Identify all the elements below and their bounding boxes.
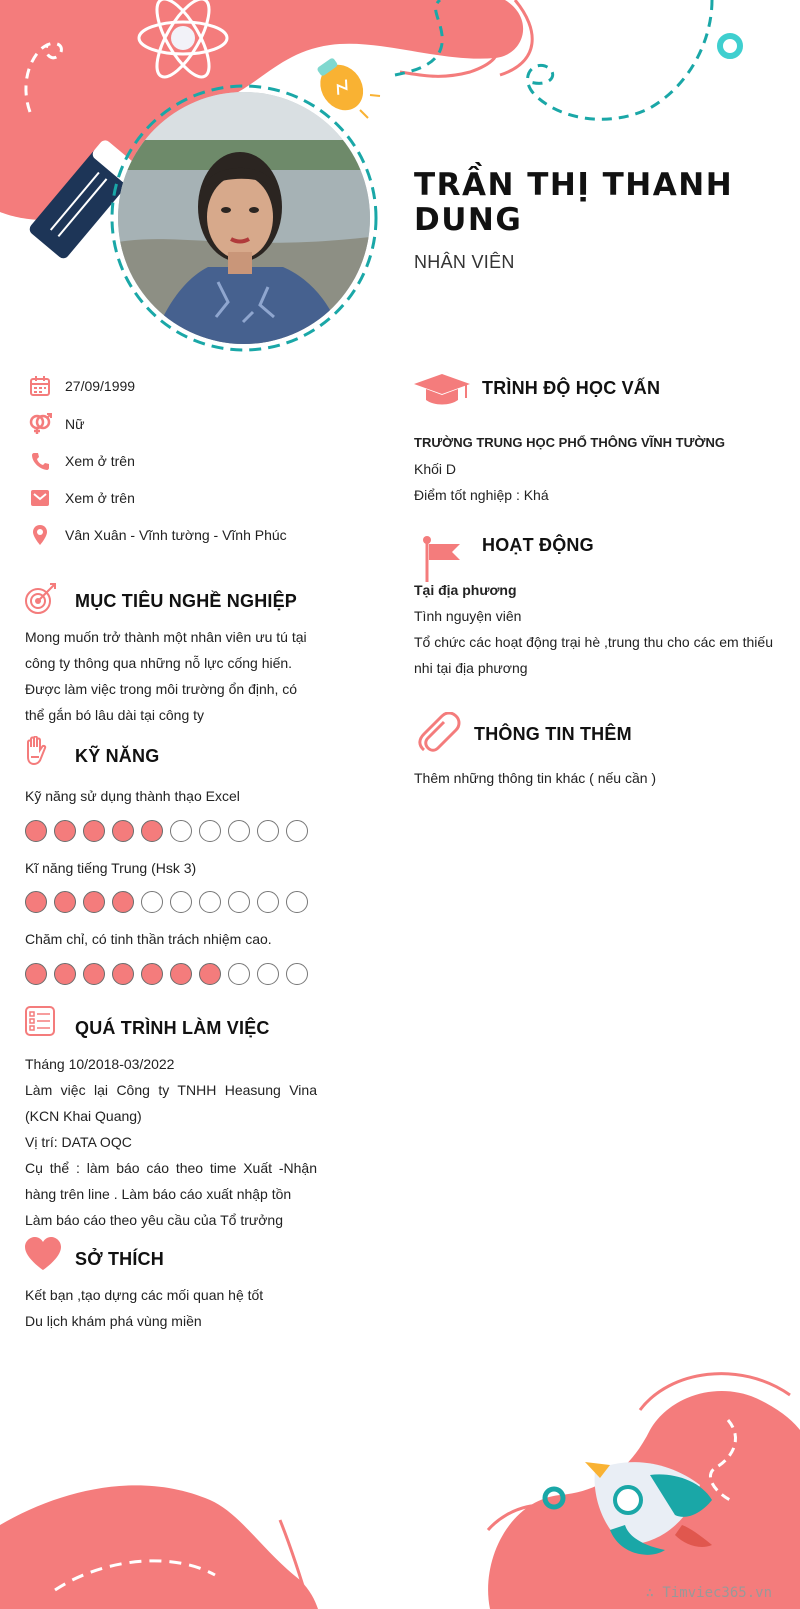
target-icon bbox=[24, 582, 58, 621]
rating-dot-filled bbox=[83, 963, 105, 985]
hobbies-title: SỞ THÍCH bbox=[75, 1249, 164, 1269]
contact-address bbox=[28, 521, 287, 549]
objective-title: MỤC TIÊU NGHỀ NGHIỆP bbox=[75, 591, 298, 611]
paperclip-icon bbox=[416, 712, 462, 759]
rating-dot-empty bbox=[228, 820, 250, 842]
experience-text bbox=[25, 1051, 317, 1233]
contact-text: 27/09/1999 bbox=[65, 378, 136, 394]
brand-watermark: ∴ Timviec365.vn bbox=[645, 1585, 772, 1601]
rating-dot-empty bbox=[141, 891, 163, 913]
education-major: Khối D bbox=[414, 461, 457, 477]
rating-dot-empty bbox=[257, 963, 279, 985]
rating-dot-empty bbox=[257, 891, 279, 913]
activity-desc: Tổ chức các hoạt động trại hè ,trung thu cho các em thiếu nhi tại địa phương bbox=[414, 634, 773, 676]
experience-company: Làm việc lại Công ty TNHH Heasung Vina (KCN Khai Quang) bbox=[25, 1082, 317, 1124]
contact-phone bbox=[28, 447, 135, 475]
rating-dot-filled bbox=[112, 820, 134, 842]
experience-title: QUÁ TRÌNH LÀM VIỆC bbox=[75, 1018, 270, 1038]
rating-dot-filled bbox=[83, 820, 105, 842]
skills-title: KỸ NĂNG bbox=[75, 746, 160, 766]
rating-dot-empty bbox=[199, 891, 221, 913]
heart-icon bbox=[24, 1237, 62, 1276]
skill-name: Chăm chỉ, có tinh thần trách nhiệm cao. bbox=[25, 931, 272, 947]
rating-dot-empty bbox=[286, 891, 308, 913]
education-title: TRÌNH ĐỘ HỌC VẤN bbox=[482, 378, 661, 398]
experience-detail: Cụ thể : làm báo cáo theo time Xuất -Nhận hàng trên line . Làm báo cáo xuất nhập tồn bbox=[25, 1160, 317, 1202]
contact-text: Nữ bbox=[65, 416, 85, 432]
rating-dot-filled bbox=[25, 963, 47, 985]
contact-text: Vân Xuân - Vĩnh tường - Vĩnh Phúc bbox=[65, 527, 287, 543]
rating-dot-filled bbox=[199, 963, 221, 985]
rating-dot-filled bbox=[170, 963, 192, 985]
objective-line: Mong muốn trở thành một nhân viên ưu tú tại công ty thông qua những nỗ lực cống hiến. bbox=[25, 629, 307, 671]
skill-name: Kỹ năng sử dụng thành thạo Excel bbox=[25, 788, 240, 804]
location-icon bbox=[28, 523, 52, 547]
contact-birthday bbox=[28, 372, 136, 400]
experience-position: Vị trí: DATA OQC bbox=[25, 1134, 132, 1150]
contact-email bbox=[28, 484, 135, 512]
rating-dot-filled bbox=[112, 891, 134, 913]
rating-dot-filled bbox=[54, 891, 76, 913]
checklist-icon bbox=[25, 1006, 55, 1041]
education-text bbox=[414, 430, 774, 508]
rating-dot-empty bbox=[228, 963, 250, 985]
activities-text bbox=[414, 577, 773, 681]
rating-dot-filled bbox=[54, 963, 76, 985]
rating-dot-empty bbox=[286, 963, 308, 985]
skill-rating bbox=[25, 820, 308, 842]
lightbulb-icon bbox=[308, 51, 372, 118]
candidate-name: TRẦN THỊ THANH DUNG bbox=[414, 167, 734, 238]
skill-rating bbox=[25, 963, 308, 985]
rating-dot-empty bbox=[257, 820, 279, 842]
contact-text: Xem ở trên bbox=[65, 453, 135, 469]
contact-gender bbox=[28, 410, 85, 438]
phone-icon bbox=[28, 449, 52, 473]
activity-role: Tình nguyện viên bbox=[414, 608, 522, 624]
email-icon bbox=[28, 486, 52, 510]
education-grade: Điểm tốt nghiệp : Khá bbox=[414, 487, 549, 503]
skill-name: Kĩ năng tiếng Trung (Hsk 3) bbox=[25, 860, 197, 876]
job-title: NHÂN VIÊN bbox=[414, 252, 515, 272]
rating-dot-filled bbox=[25, 891, 47, 913]
rating-dot-filled bbox=[83, 891, 105, 913]
avatar bbox=[118, 92, 370, 344]
gender-icon bbox=[28, 412, 52, 436]
rating-dot-filled bbox=[25, 820, 47, 842]
rating-dot-empty bbox=[170, 891, 192, 913]
activity-place: Tại địa phương bbox=[414, 582, 517, 598]
hobby-item: Du lịch khám phá vùng miền bbox=[25, 1313, 202, 1329]
graduation-cap-icon bbox=[414, 374, 470, 411]
rating-dot-filled bbox=[54, 820, 76, 842]
hand-icon bbox=[24, 736, 48, 771]
rating-dot-filled bbox=[141, 820, 163, 842]
experience-detail: Làm báo cáo theo yêu cầu của Tổ trưởng bbox=[25, 1212, 284, 1228]
additional-title: THÔNG TIN THÊM bbox=[474, 724, 632, 744]
skill-rating bbox=[25, 891, 308, 913]
rating-dot-filled bbox=[112, 963, 134, 985]
objective-text bbox=[25, 624, 320, 728]
activities-title: HOẠT ĐỘNG bbox=[482, 535, 594, 555]
rating-dot-filled bbox=[141, 963, 163, 985]
objective-line: Được làm việc trong môi trường ổn định, có thể gắn bó lâu dài tại công ty bbox=[25, 681, 298, 723]
rating-dot-empty bbox=[199, 820, 221, 842]
calendar-icon bbox=[28, 374, 52, 398]
contact-text: Xem ở trên bbox=[65, 490, 135, 506]
education-school: TRƯỜNG TRUNG HỌC PHỔ THÔNG VĨNH TƯỜNG bbox=[414, 435, 725, 450]
additional-text: Thêm những thông tin khác ( nếu cần ) bbox=[414, 770, 657, 786]
rating-dot-empty bbox=[170, 820, 192, 842]
rating-dot-empty bbox=[228, 891, 250, 913]
hobbies-text bbox=[25, 1282, 263, 1334]
rating-dot-empty bbox=[286, 820, 308, 842]
experience-period: Tháng 10/2018-03/2022 bbox=[25, 1056, 175, 1072]
hobby-item: Kết bạn ,tạo dựng các mối quan hệ tốt bbox=[25, 1287, 264, 1303]
